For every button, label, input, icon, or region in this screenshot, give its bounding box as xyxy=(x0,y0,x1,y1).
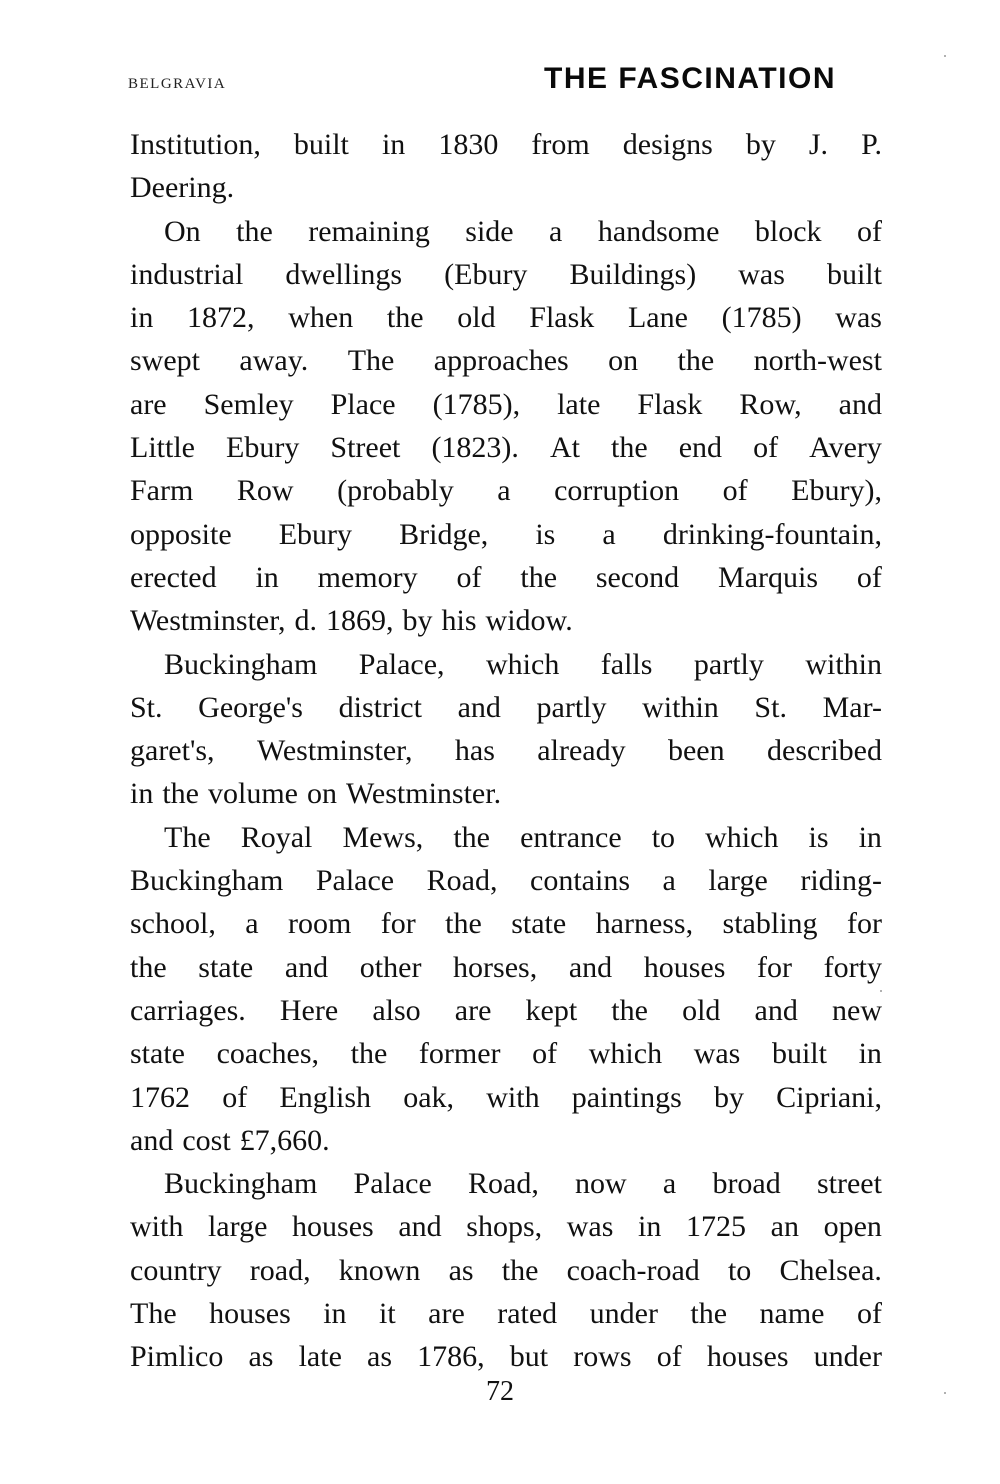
word: state xyxy=(198,950,254,984)
word: in xyxy=(130,777,154,811)
word: Ebury xyxy=(226,431,300,465)
word: Palace xyxy=(315,864,395,898)
word: and xyxy=(568,950,613,984)
word: remaining xyxy=(308,214,430,248)
text-line xyxy=(130,729,882,772)
word: was xyxy=(738,257,785,291)
word: volume xyxy=(208,777,298,811)
word: Ebury), xyxy=(791,474,882,508)
word: in xyxy=(638,1210,662,1244)
word: the xyxy=(520,560,558,594)
word: been xyxy=(667,734,725,768)
word: already xyxy=(537,734,626,768)
word: street xyxy=(816,1167,882,1201)
text-line xyxy=(130,556,882,599)
word: English xyxy=(279,1080,372,1114)
word: from xyxy=(531,128,590,161)
word: the xyxy=(236,214,273,248)
text-line xyxy=(130,1292,882,1335)
word: Marquis xyxy=(718,560,819,594)
word: which xyxy=(705,820,779,854)
text-line xyxy=(130,1335,882,1378)
word: the xyxy=(130,950,167,984)
scan-speck xyxy=(880,990,882,992)
text-line xyxy=(130,902,882,945)
text-line xyxy=(130,253,882,296)
word: large xyxy=(708,864,768,898)
word: Place xyxy=(330,387,396,421)
word: open xyxy=(823,1210,882,1244)
text-line xyxy=(130,989,882,1032)
word: carriages. xyxy=(130,993,246,1027)
word: The xyxy=(130,1297,177,1331)
word: was xyxy=(835,301,882,335)
word: On xyxy=(164,214,201,248)
word: J. xyxy=(808,128,829,161)
word: contains xyxy=(530,864,630,898)
word: the xyxy=(611,431,648,465)
word: a xyxy=(602,517,616,551)
word: and xyxy=(754,993,798,1027)
word: of xyxy=(856,560,882,594)
text-line xyxy=(130,816,882,859)
word: room xyxy=(288,907,352,941)
word: Buckingham xyxy=(164,1167,318,1201)
word: known xyxy=(338,1253,421,1287)
word: with xyxy=(486,1080,540,1114)
word: to xyxy=(651,820,676,854)
word: Road, xyxy=(426,864,498,898)
word: Cipriani, xyxy=(776,1080,882,1114)
word: which xyxy=(486,647,560,681)
word: Avery xyxy=(809,431,882,465)
word: falls xyxy=(600,647,653,681)
word: the xyxy=(501,1253,539,1287)
word: Road, xyxy=(468,1167,539,1201)
word: of xyxy=(456,560,482,594)
word: second xyxy=(595,560,680,594)
word: for xyxy=(846,907,882,941)
word: which xyxy=(588,1037,663,1071)
word: under xyxy=(813,1340,882,1374)
page-title: THE FASCINATION xyxy=(544,62,836,95)
word: rated xyxy=(497,1297,558,1331)
word: the xyxy=(350,1037,388,1071)
word: to xyxy=(727,1253,752,1287)
text-line xyxy=(130,772,882,815)
word: his xyxy=(441,604,477,638)
word: in xyxy=(858,1037,882,1071)
text-line xyxy=(130,1076,882,1119)
word: industrial xyxy=(130,257,244,291)
word: 1786, xyxy=(417,1340,485,1374)
word: The xyxy=(347,344,395,378)
word: by xyxy=(402,604,433,638)
text-line xyxy=(130,513,882,556)
word: late xyxy=(557,387,601,421)
word: within xyxy=(805,647,882,681)
word: approaches xyxy=(433,344,569,378)
text-line xyxy=(130,686,882,729)
word: other xyxy=(359,950,422,984)
text-line xyxy=(130,1249,882,1292)
word: and xyxy=(130,1123,174,1157)
section-label: BELGRAVIA xyxy=(128,76,227,92)
word: Little xyxy=(130,431,195,465)
word: Palace xyxy=(353,1167,432,1201)
text-line xyxy=(130,643,882,686)
scan-speck xyxy=(944,55,946,57)
word: is xyxy=(535,517,556,551)
word: in xyxy=(381,128,406,161)
word: Mews, xyxy=(342,820,424,854)
word: Bridge, xyxy=(399,517,489,551)
text-line xyxy=(130,599,882,642)
page-number: 72 xyxy=(486,1376,514,1407)
text-line xyxy=(130,1119,882,1162)
word: late xyxy=(298,1340,342,1374)
word: described xyxy=(767,734,882,768)
word: under xyxy=(589,1297,658,1331)
word: in xyxy=(323,1297,347,1331)
word: At xyxy=(549,431,580,465)
word: the xyxy=(677,344,715,378)
word: Palace, xyxy=(358,647,445,681)
word: handsome xyxy=(597,214,720,248)
word: oak, xyxy=(403,1080,455,1114)
word: for xyxy=(380,907,416,941)
word: former xyxy=(418,1037,501,1071)
word: memory xyxy=(317,560,418,594)
word: state xyxy=(511,907,567,941)
word: in xyxy=(255,560,279,594)
word: but xyxy=(509,1340,549,1374)
word: houses xyxy=(292,1210,374,1244)
word: entrance xyxy=(520,820,622,854)
word: state xyxy=(130,1037,185,1071)
word: for xyxy=(757,950,793,984)
word: (1785), xyxy=(432,387,521,421)
word: Street xyxy=(330,431,401,465)
word: new xyxy=(832,993,882,1027)
word: has xyxy=(454,734,495,768)
word: and xyxy=(838,387,882,421)
word: in xyxy=(858,820,882,854)
word: was xyxy=(566,1210,614,1244)
word: of xyxy=(532,1037,558,1071)
word: Buckingham xyxy=(164,647,318,681)
word: a xyxy=(245,907,259,941)
word: Row xyxy=(236,474,294,508)
word: Royal xyxy=(240,820,313,854)
word: the xyxy=(453,820,490,854)
word: Buckingham xyxy=(130,864,284,898)
word: garet's, xyxy=(130,734,215,768)
text-line xyxy=(130,469,882,512)
word: the xyxy=(162,777,199,811)
word: Pimlico xyxy=(130,1340,224,1374)
word: coach-road xyxy=(566,1253,700,1287)
word: away. xyxy=(239,344,309,378)
word: harness, xyxy=(595,907,694,941)
word: paintings xyxy=(571,1080,682,1114)
word: the xyxy=(690,1297,728,1331)
word: is xyxy=(808,820,829,854)
word: Institution, xyxy=(130,128,261,161)
word: old xyxy=(457,301,496,335)
word: d. xyxy=(294,604,318,638)
word: of xyxy=(222,1080,248,1114)
word: opposite xyxy=(130,517,232,551)
word: built xyxy=(293,128,349,161)
word: broad xyxy=(712,1167,781,1201)
word: erected xyxy=(130,560,217,594)
word: Lane xyxy=(627,301,688,335)
word: corruption xyxy=(554,474,680,508)
word: 1725 xyxy=(686,1210,746,1244)
word: Westminster, xyxy=(256,734,413,768)
word: within xyxy=(642,690,719,724)
word: and xyxy=(398,1210,442,1244)
word: when xyxy=(288,301,354,335)
word: cost xyxy=(182,1123,231,1157)
text-line xyxy=(130,1205,882,1248)
word: and xyxy=(457,690,501,724)
text-line xyxy=(130,1032,882,1075)
word: on xyxy=(307,777,337,811)
word: forty xyxy=(823,950,882,984)
word: partly xyxy=(536,690,607,724)
word: drinking-fountain, xyxy=(662,517,882,551)
word: 1869, xyxy=(326,604,394,638)
word: of xyxy=(753,431,779,465)
word: are xyxy=(454,993,492,1027)
word: block xyxy=(754,214,822,248)
word: horses, xyxy=(453,950,538,984)
word: a xyxy=(662,864,676,898)
word: of xyxy=(722,474,748,508)
word: it xyxy=(379,1297,396,1331)
word: (probably xyxy=(337,474,454,508)
word: Deering. xyxy=(130,171,235,205)
word: school, xyxy=(130,907,216,941)
word: houses xyxy=(209,1297,291,1331)
word: north-west xyxy=(753,344,882,378)
word: a xyxy=(549,214,563,248)
word: coaches, xyxy=(216,1037,320,1071)
word: Flask xyxy=(637,387,703,421)
text-line xyxy=(130,383,882,426)
word: on xyxy=(608,344,639,378)
word: kept xyxy=(525,993,578,1027)
word: now xyxy=(575,1167,627,1201)
word: of xyxy=(856,1297,882,1331)
word: stabling xyxy=(722,907,818,941)
text-line xyxy=(130,426,882,469)
word: of xyxy=(856,214,882,248)
word: as xyxy=(367,1340,393,1374)
word: St. xyxy=(754,690,787,724)
word: a xyxy=(662,1167,677,1201)
word: Semley xyxy=(203,387,294,421)
text-line xyxy=(130,339,882,382)
word: (1823). xyxy=(431,431,519,465)
text-line xyxy=(130,946,882,989)
word: the xyxy=(386,301,424,335)
word: George's xyxy=(198,690,303,724)
word: end xyxy=(678,431,723,465)
word: The xyxy=(164,820,211,854)
word: rows xyxy=(573,1340,632,1374)
word: partly xyxy=(693,647,764,681)
word: old xyxy=(682,993,721,1027)
word: of xyxy=(656,1340,682,1374)
word: district xyxy=(338,690,422,724)
word: road, xyxy=(249,1253,311,1287)
text-line xyxy=(130,1162,882,1205)
word: riding- xyxy=(800,864,882,898)
word: St. xyxy=(130,690,163,724)
word: dwellings xyxy=(285,257,403,291)
word: as xyxy=(448,1253,474,1287)
word: an xyxy=(770,1210,799,1244)
word: in xyxy=(130,301,154,335)
word: side xyxy=(465,214,514,248)
word: the xyxy=(445,907,482,941)
word: houses xyxy=(643,950,726,984)
word: P. xyxy=(861,128,882,161)
word: houses xyxy=(706,1340,789,1374)
text-line xyxy=(130,859,882,902)
body-text xyxy=(130,123,882,1379)
word: widow. xyxy=(485,604,573,638)
word: name xyxy=(759,1297,825,1331)
word: a xyxy=(497,474,511,508)
word: shops, xyxy=(466,1210,543,1244)
word: Row, xyxy=(739,387,802,421)
word: (1785) xyxy=(721,301,802,335)
word: Flask xyxy=(529,301,595,335)
word: designs xyxy=(622,128,713,161)
word: by xyxy=(745,128,776,161)
text-line xyxy=(130,166,882,209)
word: Westminster, xyxy=(130,604,286,638)
word: by xyxy=(713,1080,744,1114)
running-head xyxy=(128,62,880,102)
word: (Ebury xyxy=(444,257,528,291)
word: built xyxy=(826,257,882,291)
word: swept xyxy=(130,344,200,378)
word: Buildings) xyxy=(569,257,697,291)
word: are xyxy=(130,387,167,421)
word: are xyxy=(428,1297,465,1331)
word: 1762 xyxy=(130,1080,190,1114)
word: Ebury xyxy=(278,517,353,551)
word: Mar- xyxy=(822,690,882,724)
text-line xyxy=(130,123,882,166)
word: 1872, xyxy=(187,301,255,335)
word: £7,660. xyxy=(239,1123,330,1157)
word: country xyxy=(130,1253,222,1287)
scan-speck xyxy=(944,1392,946,1394)
word: Farm xyxy=(130,474,194,508)
word: built xyxy=(771,1037,827,1071)
word: Here xyxy=(279,993,339,1027)
word: was xyxy=(693,1037,741,1071)
word: as xyxy=(248,1340,274,1374)
word: Westminster. xyxy=(346,777,502,811)
word: Chelsea. xyxy=(779,1253,882,1287)
text-line xyxy=(130,210,882,253)
word: large xyxy=(207,1210,268,1244)
word: with xyxy=(130,1210,184,1244)
text-line xyxy=(130,296,882,339)
word: also xyxy=(372,993,421,1027)
word: the xyxy=(611,993,648,1027)
word: and xyxy=(284,950,329,984)
word: 1830 xyxy=(438,128,499,161)
